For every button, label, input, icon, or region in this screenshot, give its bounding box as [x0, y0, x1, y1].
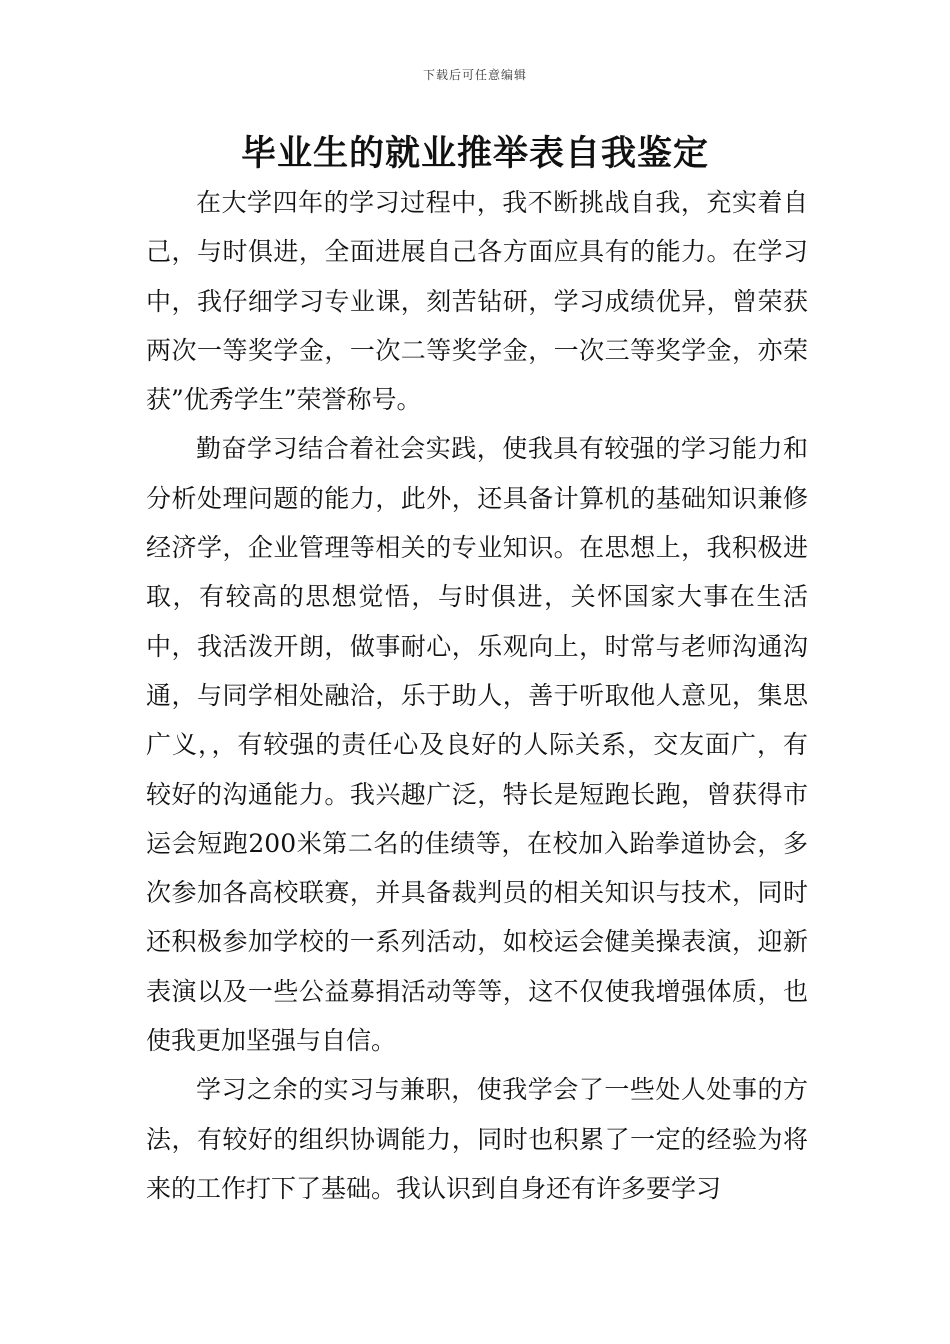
paragraph-1: 在大学四年的学习过程中，我不断挑战自我，充实着自己，与时俱进，全面进展自己各方面应具有的能力。在学习中，我仔细学习专业课，刻苦钻研，学习成绩优异，曾荣获两次一等奖学金，一次二等奖学金，一次三等奖学金，亦荣获”优秀学生”荣誉称号。 — [146, 188, 808, 415]
paragraph-2: 勤奋学习结合着社会实践，使我具有较强的学习能力和分析处理问题的能力，此外，还具备计算机的基础知识兼修经济学，企业管理等相关的专业知识。在思想上，我积极进取，有较高的思想觉悟，与时俱进，关怀国家大事在生活中，我活泼开朗，做事耐心，乐观向上，时常与老师沟通沟通，与同学相处融洽，乐于助人，善于听取他人意见，集思广义，，有较强的责任心及良好的人际关系，交友面广，有较好的沟通能力。我兴趣广泛，特长是短跑长跑，曾获得市运会短跑200米第二名的佳绩等，在校加入跆拳道协会，多次参加各高校联赛，并具备裁判员的相关知识与技术，同时还积极参加学校的一系列活动，如校运会健美操表演，迎新表演以及一些公益募捐活动等等，这不仅使我增强体质，也使我更加坚强与自信。 — [146, 434, 808, 1056]
paragraph-3: 学习之余的实习与兼职，使我学会了一些处人处事的方法，有较好的组织协调能力，同时也积累了一定的经验为将来的工作打下了基础。我认识到自身还有许多要学习 — [146, 1075, 808, 1203]
document-body — [146, 178, 808, 1213]
document-title: 毕业生的就业推举表自我鉴定 — [240, 134, 709, 174]
header-note: 下载后可任意编辑 — [422, 68, 527, 82]
